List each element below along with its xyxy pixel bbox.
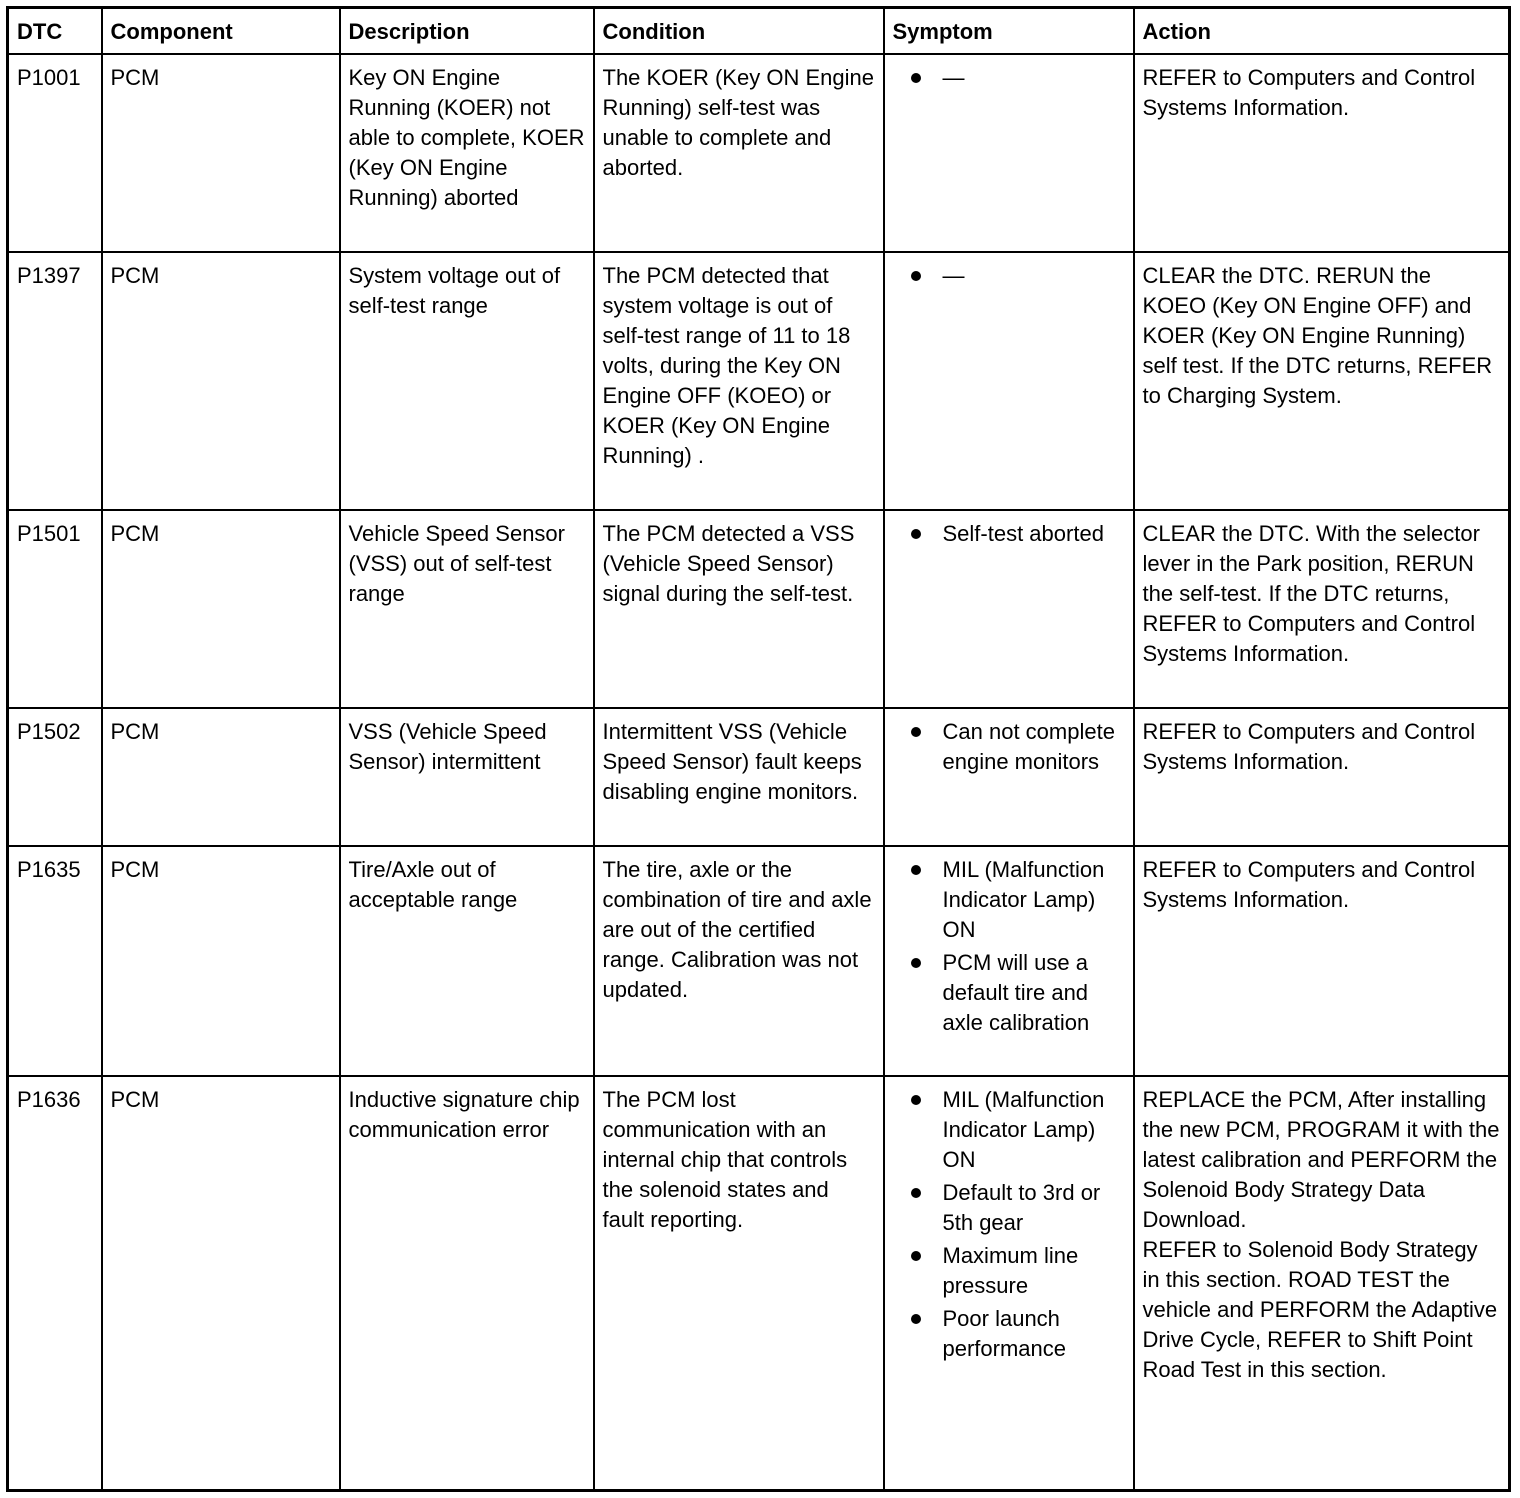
dtc-code: P1501 <box>8 510 102 708</box>
condition: The PCM lost communication with an internal chip that controls the solenoid states and fault reporting. <box>594 1076 884 1491</box>
component: PCM <box>102 846 340 1076</box>
action: REFER to Computers and Control Systems Information. <box>1134 846 1510 1076</box>
header-row <box>8 8 1510 55</box>
symptom-list <box>893 261 1125 291</box>
dtc-code: P1636 <box>8 1076 102 1491</box>
symptom-item: Default to 3rd or 5th gear <box>893 1178 1125 1238</box>
action: REFER to Computers and Control Systems Information. <box>1134 708 1510 846</box>
table-row <box>8 252 1510 510</box>
header-component: Component <box>102 8 340 55</box>
action: CLEAR the DTC. RERUN the KOEO (Key ON Engine OFF) and KOER (Key ON Engine Running) self test. If the DTC returns, REFER to Charging System. <box>1134 252 1510 510</box>
table-row <box>8 708 1510 846</box>
symptom-cell <box>884 510 1134 708</box>
dtc-code: P1397 <box>8 252 102 510</box>
symptom-cell <box>884 708 1134 846</box>
symptom-cell <box>884 252 1134 510</box>
dtc-code: P1001 <box>8 54 102 252</box>
description: VSS (Vehicle Speed Sensor) intermittent <box>340 708 594 846</box>
symptom-item: Self-test aborted <box>893 519 1125 549</box>
condition: The PCM detected a VSS (Vehicle Speed Sensor) signal during the self-test. <box>594 510 884 708</box>
header-action: Action <box>1134 8 1510 55</box>
symptom-cell <box>884 1076 1134 1491</box>
symptom-item: MIL (Malfunction Indicator Lamp) ON <box>893 855 1125 945</box>
table-row <box>8 510 1510 708</box>
description: Key ON Engine Running (KOER) not able to complete, KOER (Key ON Engine Running) aborted <box>340 54 594 252</box>
table-row <box>8 54 1510 252</box>
component: PCM <box>102 708 340 846</box>
symptom-item: — <box>893 261 1125 291</box>
header-description: Description <box>340 8 594 55</box>
symptom-list <box>893 63 1125 93</box>
description: Tire/Axle out of acceptable range <box>340 846 594 1076</box>
header-symptom: Symptom <box>884 8 1134 55</box>
condition: Intermittent VSS (Vehicle Speed Sensor) fault keeps disabling engine monitors. <box>594 708 884 846</box>
symptom-item: Poor launch performance <box>893 1304 1125 1364</box>
symptom-cell <box>884 54 1134 252</box>
symptom-item: PCM will use a default tire and axle calibration <box>893 948 1125 1038</box>
dtc-code: P1502 <box>8 708 102 846</box>
description: System voltage out of self-test range <box>340 252 594 510</box>
dtc-code: P1635 <box>8 846 102 1076</box>
symptom-item: MIL (Malfunction Indicator Lamp) ON <box>893 1085 1125 1175</box>
action: REFER to Computers and Control Systems Information. <box>1134 54 1510 252</box>
action: REPLACE the PCM, After installing the new PCM, PROGRAM it with the latest calibration and PERFORM the Solenoid Body Strategy Data Download. REFER to Solenoid Body Strategy in this section. ROAD TEST the vehicle and PERFORM the Adaptive Drive Cycle, REFER to Shift Point Road Test in this section. <box>1134 1076 1510 1491</box>
symptom-cell <box>884 846 1134 1076</box>
header-dtc: DTC <box>8 8 102 55</box>
symptom-item: Can not complete engine monitors <box>893 717 1125 777</box>
symptom-list <box>893 519 1125 549</box>
action: CLEAR the DTC. With the selector lever in the Park position, RERUN the self-test. If the DTC returns, REFER to Computers and Control Systems Information. <box>1134 510 1510 708</box>
component: PCM <box>102 1076 340 1491</box>
table-row <box>8 846 1510 1076</box>
header-condition: Condition <box>594 8 884 55</box>
symptom-item: — <box>893 63 1125 93</box>
table-row <box>8 1076 1510 1491</box>
description: Inductive signature chip communication error <box>340 1076 594 1491</box>
symptom-list <box>893 855 1125 1038</box>
condition: The KOER (Key ON Engine Running) self-test was unable to complete and aborted. <box>594 54 884 252</box>
symptom-item: Maximum line pressure <box>893 1241 1125 1301</box>
component: PCM <box>102 54 340 252</box>
condition: The tire, axle or the combination of tire and axle are out of the certified range. Calibration was not updated. <box>594 846 884 1076</box>
component: PCM <box>102 252 340 510</box>
condition: The PCM detected that system voltage is out of self-test range of 11 to 18 volts, during the Key ON Engine OFF (KOEO) or KOER (Key ON Engine Running) . <box>594 252 884 510</box>
symptom-list <box>893 717 1125 777</box>
symptom-list <box>893 1085 1125 1364</box>
description: Vehicle Speed Sensor (VSS) out of self-test range <box>340 510 594 708</box>
component: PCM <box>102 510 340 708</box>
dtc-table <box>6 6 1511 1492</box>
